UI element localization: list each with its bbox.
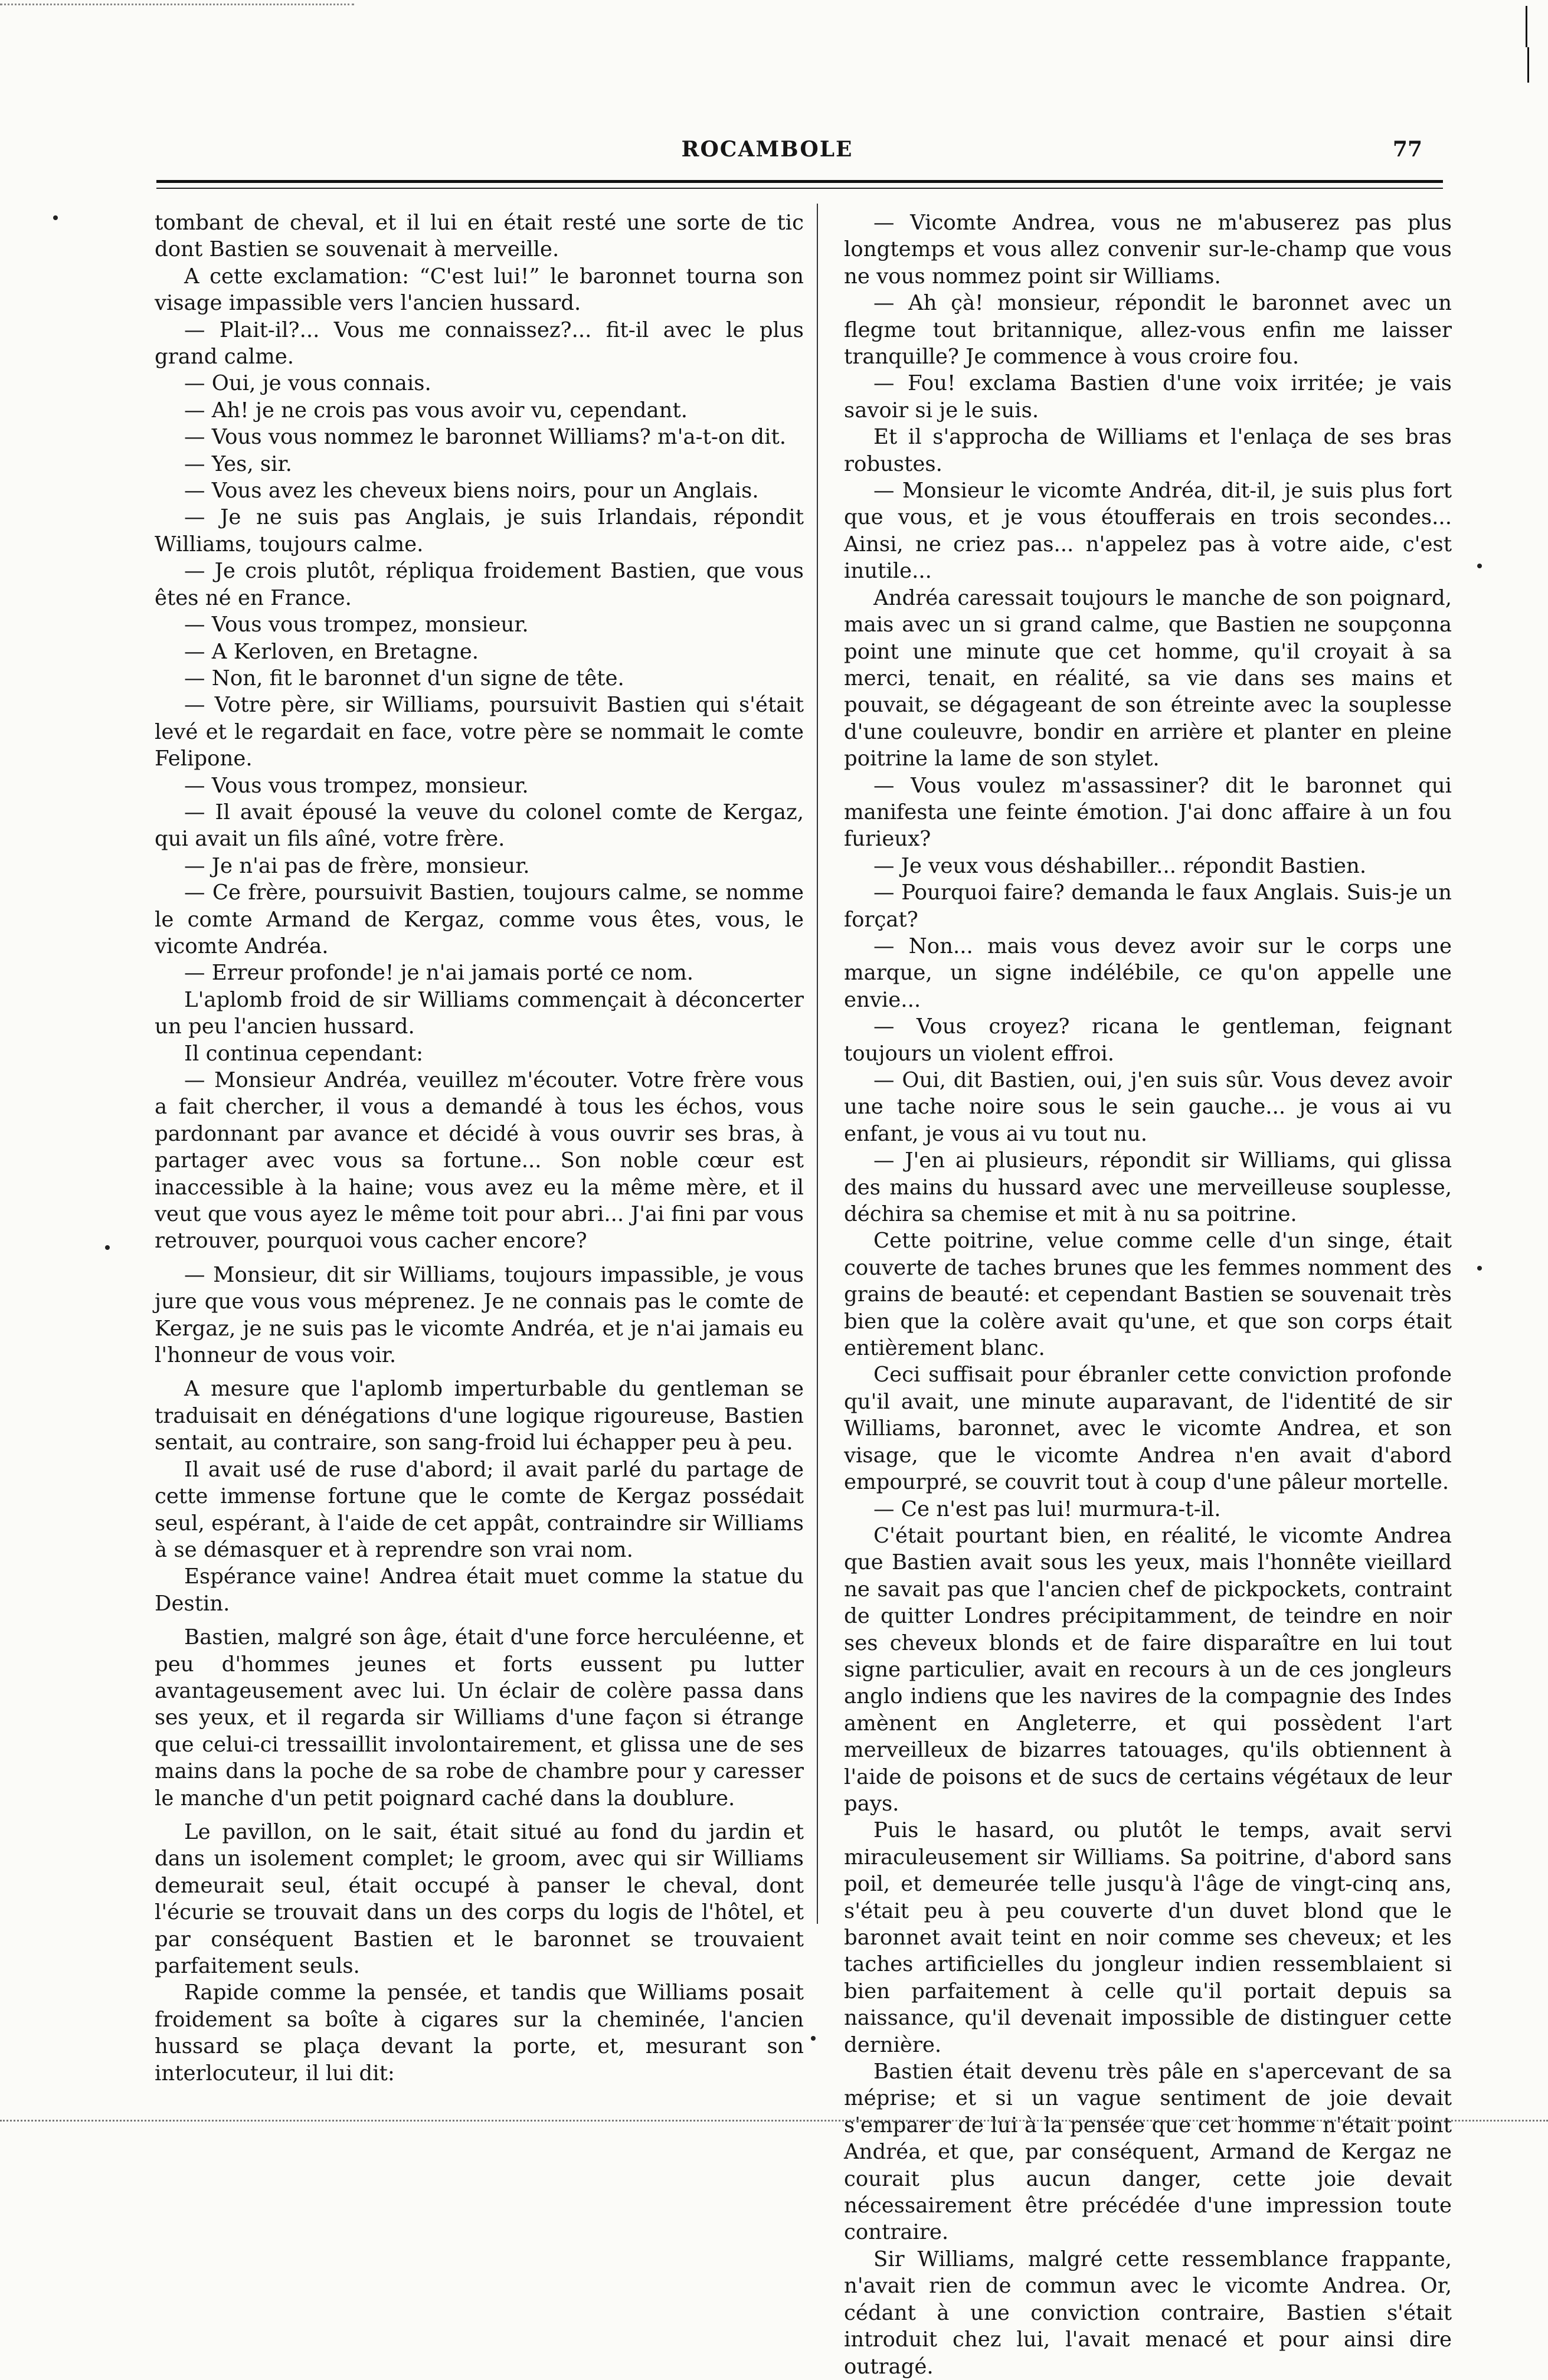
paragraph: — J'en ai plusieurs, répondit sir Williams, qui glissa des mains du hussard avec une merveilleuse souplesse, déchira sa chemise et mit à nu sa poitrine. (844, 1148, 1452, 1227)
paragraph: — Ah! je ne crois pas vous avoir vu, cependant. (184, 398, 688, 423)
paragraph: Et il s'approcha de Williams et l'enlaça de ses bras robustes. (844, 425, 1452, 476)
paragraph: — Yes, sir. (184, 451, 292, 476)
right-column (844, 209, 1452, 2380)
column-divider (817, 204, 818, 1924)
page-number: 77 (1392, 137, 1422, 162)
paragraph: — Fou! exclama Bastien d'une voix irritée; je vais savoir si je le suis. (844, 371, 1452, 423)
paragraph: tombant de cheval, et il lui en était resté une sorte de tic dont Bastien se souvenait à merveille. (155, 211, 804, 262)
paragraph: Le pavillon, on le sait, était situé au fond du jardin et dans un isolement complet; le groom, avec qui sir Williams demeurait seul, était occupé à panser le cheval, dont l'écurie se trouvait dans un des corps du logis de l'hôtel, et par conséquent Bastien et le baronnet se trouvaient parfaitement seuls. (155, 1819, 804, 1978)
header-rule-thin (156, 188, 1443, 189)
paragraph: Espérance vaine! Andrea était muet comme la statue du Destin. (155, 1564, 804, 1616)
paragraph: — Je crois plutôt, répliqua froidement Bastien, que vous êtes né en France. (155, 559, 804, 610)
paragraph: — Plait-il?... Vous me connaissez?... fit-il avec le plus grand calme. (155, 317, 804, 369)
paragraph: — Monsieur Andréa, veuillez m'écouter. Votre frère vous a fait chercher, il vous a demandé à tous les échos, vous pardonnant par avance et décidé à vous ouvrir ses bras, à partager avec vous sa fortune... Son noble cœur est inaccessible à la haine; vous avez eu la même mère, et il veut que vous ayez le même toit pour abri... J'ai fini par vous retrouver, pourquoi vous cacher encore? (155, 1068, 804, 1253)
left-column (155, 209, 804, 2087)
print-specks-top (0, 4, 354, 7)
paragraph: L'aplomb froid de sir Williams commençait à déconcerter un peu l'ancien hussard. (155, 987, 804, 1039)
paragraph: — Oui, je vous connais. (184, 371, 431, 396)
paragraph: — Ce frère, poursuivit Bastien, toujours calme, se nomme le comte Armand de Kergaz, comme vous êtes, vous, le vicomte Andréa. (155, 880, 804, 958)
paragraph: Puis le hasard, ou plutôt le temps, avait servi miraculeusement sir Williams. Sa poitrine, d'abord sans poil, et demeurée telle jusqu'à l'âge de vingt-cinq ans, s'était peu à peu couverte d'un duvet blond que le baronnet avait teint en noir comme ses cheveux; et les taches artificielles du jongleur indien ressemblaient si bien parfaitement à celle qu'il portait depuis sa naissance, qu'il devenait impossible de distinguer cette dernière. (844, 1818, 1452, 2057)
paragraph: — Vous vous trompez, monsieur. (184, 613, 529, 637)
paragraph: — A Kerloven, en Bretagne. (184, 639, 479, 664)
edge-mark-top-right (1526, 6, 1527, 47)
paragraph: Il continua cependant: (184, 1041, 424, 1066)
paragraph: Ceci suffisait pour ébranler cette conviction profonde qu'il avait, une minute auparavant, de l'identité de sir Williams, baronnet, avec le vicomte Andrea, et son visage, que le vicomte Andrea n'en avait d'abord empourpré, se couvrit tout à coup d'une pâleur mortelle. (844, 1363, 1452, 1495)
paragraph: — Monsieur, dit sir Williams, toujours impassible, je vous jure que vous vous méprenez. Je ne connais pas le comte de Kergaz, je ne suis pas le vicomte Andréa, et je n'ai jamais eu l'honneur de vous voir. (155, 1262, 804, 1368)
paragraph: — Ce n'est pas lui! murmura-t-il. (873, 1497, 1221, 1521)
paragraph: Il avait usé de ruse d'abord; il avait parlé du partage de cette immense fortune que le comte de Kergaz possédait seul, espérant, à l'aide de cet appât, contraindre sir Williams à se démasquer et à reprendre son vrai nom. (155, 1457, 804, 1562)
paragraph: — Vous voulez m'assassiner? dit le baronnet qui manifesta une feinte émotion. J'ai donc affaire à un fou furieux? (844, 773, 1452, 852)
margin-speck (1477, 564, 1482, 568)
paragraph: Rapide comme la pensée, et tandis que Williams posait froidement sa boîte à cigares sur la cheminée, l'ancien hussard se plaça devant la porte, et, mesurant son interlocuteur, il lui dit: (155, 1980, 804, 2086)
paragraph: — Votre père, sir Williams, poursuivit Bastien qui s'était levé et le regardait en face, votre père se nommait le comte Felipone. (155, 693, 804, 771)
paragraph: — Je veux vous déshabiller... répondit Bastien. (873, 853, 1367, 878)
paragraph: — Vicomte Andrea, vous ne m'abuserez pas plus longtemps et vous allez convenir sur-le-champ que vous ne vous nommez point sir Williams. (844, 211, 1452, 289)
margin-speck (1477, 1266, 1482, 1271)
paragraph: — Monsieur le vicomte Andréa, dit-il, je suis plus fort que vous, et je vous étoufferais en trois secondes... Ainsi, ne criez pas... n'appelez pas à votre aide, c'est inutile... (844, 479, 1452, 584)
paragraph: — Je ne suis pas Anglais, je suis Irlandais, répondit Williams, toujours calme. (155, 505, 804, 556)
paragraph: A mesure que l'aplomb imperturbable du gentleman se traduisait en dénégations d'une logique rigoureuse, Bastien sentait, au contraire, son sang-froid lui échapper peu à peu. (155, 1377, 804, 1455)
margin-speck (811, 2036, 816, 2041)
margin-speck (105, 1245, 110, 1250)
edge-mark-right (1527, 47, 1529, 83)
paragraph: — Pourquoi faire? demanda le faux Anglais. Suis-je un forçat? (844, 880, 1452, 932)
paragraph: Bastien, malgré son âge, était d'une force herculéenne, et peu d'hommes jeunes et forts eussent pu lutter avantageusement avec lui. Un éclair de colère passa dans ses yeux, et il regarda sir Williams d'une façon si étrange que celui-ci tressaillit involontairement, et glissa une de ses mains dans la poche de sa robe de chambre pour y caresser le manche d'un petit poignard caché dans la doublure. (155, 1625, 804, 1811)
paragraph: — Vous croyez? ricana le gentleman, feignant toujours un violent effroi. (844, 1014, 1452, 1066)
paragraph: Cette poitrine, velue comme celle d'un singe, était couverte de taches brunes que les femmes nomment des grains de beauté: et cependant Bastien se souvenait très bien que la colère avait qu'une, et que son corps était entièrement blanc. (844, 1229, 1452, 1361)
paragraph: — Vous vous nommez le baronnet Williams? m'a-t-on dit. (184, 425, 787, 450)
paragraph: A cette exclamation: “C'est lui!” le baronnet tourna son visage impassible vers l'ancien hussard. (155, 264, 804, 316)
paragraph: — Non, fit le baronnet d'un signe de tête. (184, 666, 624, 690)
paragraph: — Oui, dit Bastien, oui, j'en suis sûr. Vous devez avoir une tache noire sous le sein gauche... je vous ai vu enfant, je vous ai vu tout nu. (844, 1068, 1452, 1146)
paragraph: Sir Williams, malgré cette ressemblance frappante, n'avait rien de commun avec le vicomte Andrea. Or, cédant à une conviction contraire, Bastien s'était introduit chez lui, l'avait menacé et pour ainsi dire outragé. (844, 2247, 1452, 2379)
paragraph: — Je n'ai pas de frère, monsieur. (184, 853, 530, 878)
paragraph: — Il avait épousé la veuve du colonel comte de Kergaz, qui avait un fils aîné, votre frère. (155, 800, 804, 852)
running-title: ROCAMBOLE (681, 137, 853, 162)
margin-speck (53, 215, 58, 220)
paragraph: — Non... mais vous devez avoir sur le corps une marque, un signe indélébile, ce qu'on appelle une envie... (844, 934, 1452, 1012)
paragraph: Andréa caressait toujours le manche de son poignard, mais avec un si grand calme, que Bastien ne soupçonna point une minute que cet homme, qu'il croyait à sa merci, tenait, en réalité, sa vie dans ses mains et pouvait, se dégageant de son étreinte avec la souplesse d'une couleuvre, bondir en arrière et planter en pleine poitrine la lame de son stylet. (844, 585, 1452, 771)
paragraph: C'était pourtant bien, en réalité, le vicomte Andrea que Bastien avait sous les yeux, mais l'honnête vieillard ne savait pas que l'ancien chef de pickpockets, contraint de quitter Londres précipitamment, de teindre en noir ses cheveux blonds et de faire disparaître en lui tout signe particulier, avait en recours à un de ces jongleurs anglo indiens que les navires de la compagnie des Indes amènent en Angleterre, et qui possèdent l'art merveilleux de bizarres tatouages, qu'ils obtiennent à l'aide de poisons et de sucs de certains végétaux de leur pays. (844, 1523, 1452, 1816)
paragraph: — Erreur profonde! je n'ai jamais porté ce nom. (184, 961, 694, 986)
paragraph: Bastien était devenu très pâle en s'apercevant de sa méprise; et si un vague sentiment de joie devait s'emparer de lui à la pensée que cet homme n'était point Andréa, et que, par conséquent, Armand de Kergaz ne courait plus aucun danger, cette joie devait nécessairement être précédée d'une impression toute contraire. (844, 2060, 1452, 2245)
paragraph: — Vous avez les cheveux biens noirs, pour un Anglais. (184, 479, 759, 503)
print-specks-bottom (0, 2120, 1548, 2123)
header-rule-thick (156, 180, 1443, 183)
paragraph: — Ah çà! monsieur, répondit le baronnet avec un flegme tout britannique, allez-vous enfin me laisser tranquille? Je commence à vous croire fou. (844, 291, 1452, 369)
paragraph: — Vous vous trompez, monsieur. (184, 773, 529, 798)
